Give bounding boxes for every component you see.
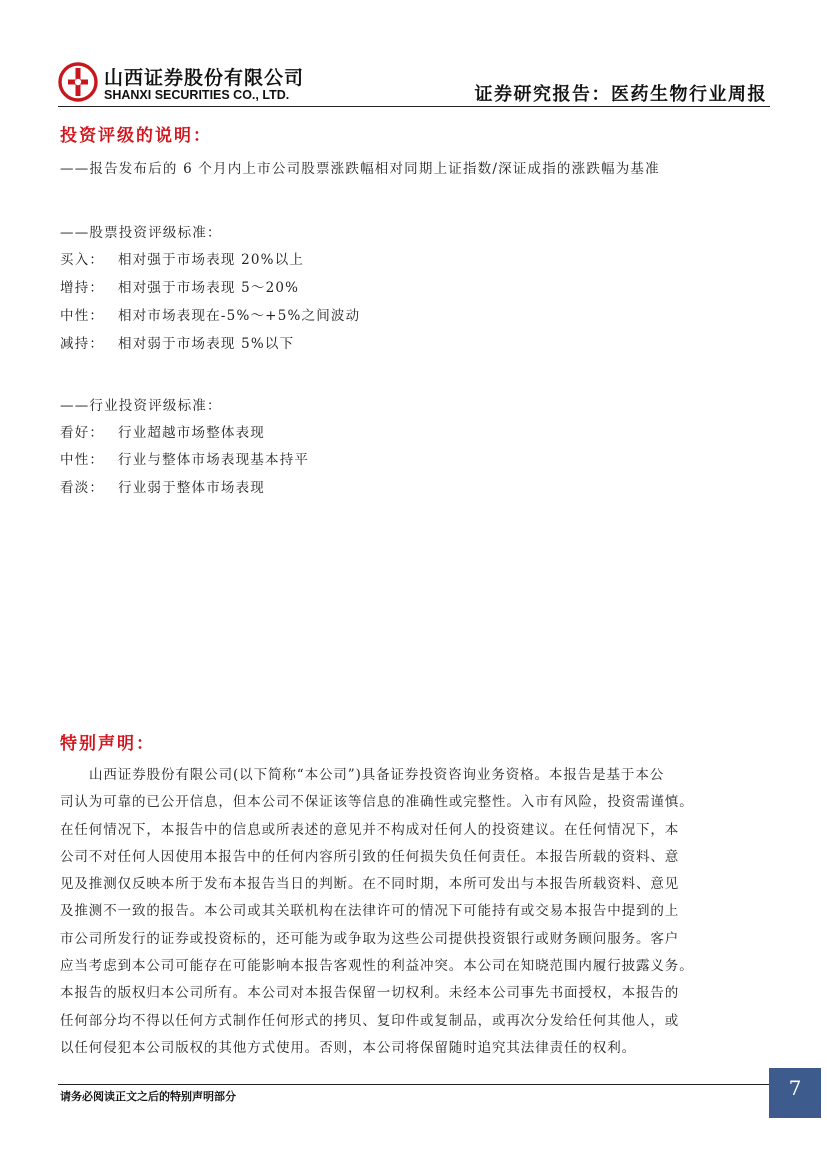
disclaimer-line: 及推测不一致的报告。本公司或其关联机构在法律许可的情况下可能持有或交易本报告中提到的上 bbox=[60, 903, 680, 920]
disclaimer-line: 应当考虑到本公司可能存在可能影响本报告客观性的利益冲突。本公司在知晓范围内履行披露义务。 bbox=[60, 958, 694, 975]
disclaimer-line: 山西证券股份有限公司(以下简称“本公司”)具备证券投资咨询业务资格。本报告是基于本公 bbox=[89, 767, 665, 783]
report-type-title: 证券研究报告：医药生物行业周报 bbox=[474, 84, 767, 105]
disclaimer-line: 以任何侵犯本公司版权的其他方式使用。否则，本公司将保留随时追究其法律责任的权利。 bbox=[60, 1039, 636, 1056]
industry-rating-item bbox=[60, 448, 309, 468]
rating-basis: ——报告发布后的 6 个月内上市公司股票涨跌幅相对同期上证指数/深证成指的涨跌幅为基准 bbox=[60, 161, 660, 177]
rating-section-title: 投资评级的说明： bbox=[60, 126, 212, 146]
stock-rating-item bbox=[60, 304, 360, 324]
footer-divider bbox=[58, 1084, 770, 1085]
header-divider bbox=[58, 106, 770, 107]
disclaimer-line: 任何部分均不得以任何方式制作任何形式的拷贝、复印件或复制品，或再次分发给任何其他人，或 bbox=[60, 1012, 680, 1029]
disclaimer-line: 本报告的版权归本公司所有。本公司对本报告保留一切权利。未经本公司事先书面授权，本报告的 bbox=[60, 985, 680, 1002]
rating-desc: 相对强于市场表现 20%以上 bbox=[118, 252, 305, 268]
company-logo-icon bbox=[58, 62, 98, 102]
disclaimer-line: 司认为可靠的已公开信息，但本公司不保证该等信息的准确性或完整性。入市有风险，投资需谨慎。 bbox=[60, 794, 694, 811]
footer-note: 请务必阅读正文之后的特别声明部分 bbox=[60, 1090, 236, 1103]
rating-desc: 相对弱于市场表现 5%以下 bbox=[118, 336, 295, 352]
stock-rating-title: ——股票投资评级标准： bbox=[60, 225, 222, 241]
industry-rating-item bbox=[60, 476, 265, 496]
rating-desc: 行业超越市场整体表现 bbox=[118, 425, 265, 441]
rating-label: 中性： bbox=[60, 452, 105, 468]
stock-rating-item bbox=[60, 332, 294, 352]
disclaimer-paragraph bbox=[60, 762, 772, 1062]
stock-rating-item bbox=[60, 276, 299, 296]
disclaimer-line: 在任何情况下，本报告中的信息或所表述的意见并不构成对任何人的投资建议。在任何情况下，本 bbox=[60, 821, 680, 838]
industry-rating-title: ——行业投资评级标准： bbox=[60, 398, 222, 414]
disclaimer-line: 见及推测仅反映本所于发布本报告当日的判断。在不同时期，本所可发出与本报告所载资料、意见 bbox=[60, 876, 680, 893]
rating-label: 增持： bbox=[60, 280, 105, 296]
rating-desc: 行业与整体市场表现基本持平 bbox=[118, 452, 310, 468]
rating-desc: 相对市场表现在-5%～+5%之间波动 bbox=[118, 308, 361, 324]
rating-label: 减持： bbox=[60, 336, 105, 352]
rating-desc: 相对强于市场表现 5～20% bbox=[118, 280, 300, 296]
disclaimer-line: 市公司所发行的证券或投资标的，还可能为或争取为这些公司提供投资银行或财务顾问服务。客户 bbox=[60, 930, 680, 947]
stock-rating-item bbox=[60, 248, 304, 268]
company-name-cn: 山西证券股份有限公司 bbox=[104, 67, 305, 89]
page-number: 7 bbox=[788, 1076, 802, 1100]
rating-label: 看淡： bbox=[60, 480, 105, 496]
rating-label: 买入： bbox=[60, 252, 105, 268]
disclaimer-section-title: 特别声明： bbox=[60, 734, 155, 754]
rating-desc: 行业弱于整体市场表现 bbox=[118, 480, 265, 496]
industry-rating-item bbox=[60, 421, 265, 441]
rating-label: 中性： bbox=[60, 308, 105, 324]
rating-label: 看好： bbox=[60, 425, 105, 441]
disclaimer-line: 公司不对任何人因使用本报告中的任何内容所引致的任何损失负任何责任。本报告所载的资料、意 bbox=[60, 848, 680, 865]
company-name-en: SHANXI SECURITIES CO., LTD. bbox=[104, 88, 290, 102]
